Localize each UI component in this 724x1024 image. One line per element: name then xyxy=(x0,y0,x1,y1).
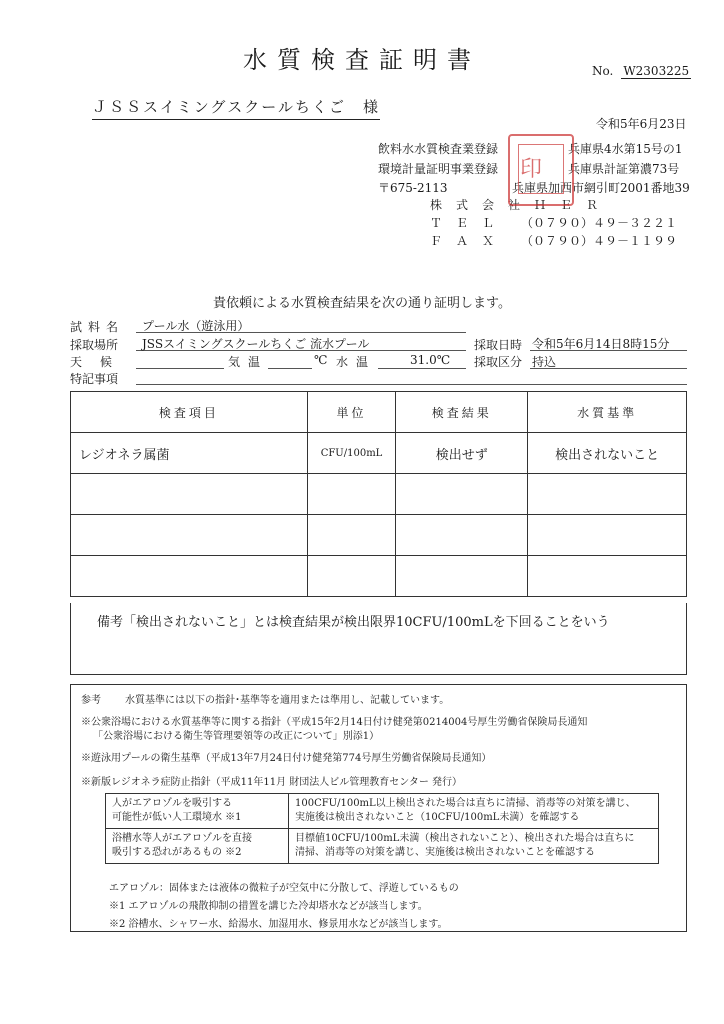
sampling-location-label: 採取場所 xyxy=(70,338,119,352)
unit-cell: CFU/100mL xyxy=(307,433,396,474)
test-item-cell xyxy=(71,515,308,556)
header-standard: 水質基準 xyxy=(528,392,687,433)
sampling-datetime-value: 令和5年6月14日8時15分 xyxy=(532,337,670,351)
reference-label: 参考 xyxy=(81,695,101,706)
tel-label: ＴＥＬ xyxy=(430,216,509,230)
results-table xyxy=(70,391,687,597)
registration-1-label: 飲料水水質検査業登録 xyxy=(378,142,499,156)
registration-2-label: 環境計量証明事業登録 xyxy=(378,162,499,176)
table-row xyxy=(71,433,687,474)
table-row xyxy=(71,474,687,515)
result-cell xyxy=(396,474,528,515)
guideline-category-cell xyxy=(106,794,289,829)
reference-note-pool: ※遊泳用プールの衛生基準（平成13年7月24日付け健発第774号厚生労働省保険局長通知） xyxy=(81,753,492,764)
result-cell xyxy=(396,556,528,597)
water-temperature-value: 31.0℃ xyxy=(410,353,451,367)
table-row xyxy=(106,794,659,829)
issuer-address: 兵庫県加西市網引町2001番地39 xyxy=(512,181,690,195)
remarks-text: 備考「検出されないこと」とは検査結果が検出限界10CFU/100mLを下回ることをいう xyxy=(97,615,610,630)
water-temperature-underline xyxy=(378,368,466,369)
sampling-datetime-label: 採取日時 xyxy=(474,338,523,352)
test-item-cell xyxy=(71,474,308,515)
header-result: 検査結果 xyxy=(396,392,528,433)
reference-box xyxy=(70,684,687,932)
table-row xyxy=(106,829,659,864)
registration-2-value: 兵庫県計証第濃73号 xyxy=(568,162,680,176)
reference-note-legionella: ※新版レジオネラ症防止指針（平成11年11月 財団法人ビル管理教育センター 発行） xyxy=(81,777,463,788)
table-row xyxy=(71,515,687,556)
unit-cell xyxy=(307,515,396,556)
standard-cell xyxy=(528,556,687,597)
header-test-item: 検査項目 xyxy=(71,392,308,433)
guideline-action-cell xyxy=(289,829,659,864)
guideline-action-line: 実施後は検出されないこと（10CFU/100mL未満）を確認する xyxy=(295,812,580,823)
guideline-category-cell xyxy=(106,829,289,864)
seal-glyph: 印 xyxy=(520,157,543,182)
certification-statement: 貴依頼による水質検査結果を次の通り証明します。 xyxy=(213,296,511,311)
guideline-category-line: 人がエアロゾルを吸引する xyxy=(112,798,232,809)
standard-cell xyxy=(528,474,687,515)
special-notes-label: 特記事項 xyxy=(70,372,119,386)
fax-label: ＦＡＸ xyxy=(430,234,509,248)
test-item-cell: レジオネラ属菌 xyxy=(71,433,308,474)
guideline-category-line: 浴槽水等人がエアロゾルを直接 xyxy=(112,833,252,844)
results-header-row xyxy=(71,392,687,433)
air-temperature-unit: ℃ xyxy=(314,353,328,367)
result-cell: 検出せず xyxy=(396,433,528,474)
footnote-2: ※2 浴槽水、シャワー水、給湯水、加湿用水、修景用水などが該当します。 xyxy=(109,919,448,930)
remarks-box xyxy=(70,603,687,675)
air-temperature-underline xyxy=(268,368,312,369)
document-number xyxy=(592,64,691,78)
sampling-location-value: JSSスイミングスクールちくご 流水プール xyxy=(142,337,370,351)
sampling-category-value: 持込 xyxy=(532,355,557,369)
weather-label: 天候 xyxy=(70,355,131,369)
standard-cell xyxy=(528,515,687,556)
sampling-category-label: 採取区分 xyxy=(474,355,523,369)
result-cell xyxy=(396,515,528,556)
guideline-action-cell xyxy=(289,794,659,829)
weather-underline xyxy=(136,368,224,369)
sample-name-value: プール水（遊泳用） xyxy=(142,319,250,333)
unit-cell xyxy=(307,474,396,515)
reference-note-bath-1: ※公衆浴場における水質基準等に関する指針（平成15年2月14日付け健発第0214004号厚生労働省保険局長通知 xyxy=(81,717,588,728)
client-name: ＪＳＳスイミングスクールちくご 様 xyxy=(92,96,380,120)
postal-code: 〒675-2113 xyxy=(378,181,448,195)
reference-note-bath-2: 「公衆浴場における衛生等管理要領等の改正について」別添1） xyxy=(93,731,380,742)
fax-number: （０７９０）４９－１１９９ xyxy=(521,234,678,248)
issue-date: 令和5年6月23日 xyxy=(596,117,687,131)
guideline-action-line: 目標値10CFU/100mL未満（検出されないこと）、検出された場合は直ちに xyxy=(295,833,635,844)
guideline-action-line: 100CFU/100mL以上検出された場合は直ちに清掃、消毒等の対策を講じ、 xyxy=(295,798,636,809)
registration-1-value: 兵庫県4水第15号の1 xyxy=(568,142,683,156)
header-unit: 単位 xyxy=(307,392,396,433)
test-item-cell xyxy=(71,556,308,597)
guideline-category-line: 吸引する恐れがあるもの ※2 xyxy=(112,847,242,858)
reference-intro: 水質基準には以下の指針･基準等を適用または準用し、記載しています。 xyxy=(125,695,450,706)
standard-cell: 検出されないこと xyxy=(528,433,687,474)
footnote-1: ※1 エアロゾルの飛散抑制の措置を講じた冷却塔水などが該当します。 xyxy=(109,901,428,912)
company-seal xyxy=(508,134,574,206)
aerosol-definition: エアロゾル：固体または液体の微粒子が空気中に分散して、浮遊しているもの xyxy=(109,883,459,894)
tel-number: （０７９０）４９－３２２１ xyxy=(521,216,678,230)
company-name: 株 式 会 社 Ｈ Ｅ Ｒ xyxy=(430,198,600,212)
guideline-action-line: 清掃、消毒等の対策を講じ、実施後は検出されないことを確認する xyxy=(295,847,595,858)
unit-cell xyxy=(307,556,396,597)
guideline-table xyxy=(105,793,659,864)
document-number-value: W2303225 xyxy=(623,64,690,78)
special-notes-underline xyxy=(136,384,687,385)
air-temperature-label: 気温 xyxy=(228,355,269,369)
document-number-label: No. xyxy=(592,64,614,78)
sample-name-label: 試料名 xyxy=(70,320,125,334)
page-title: 水質検査証明書 xyxy=(243,46,481,74)
guideline-category-line: 可能性が低い人工環境水 ※1 xyxy=(112,812,242,823)
water-temperature-label: 水温 xyxy=(336,355,377,369)
table-row xyxy=(71,556,687,597)
